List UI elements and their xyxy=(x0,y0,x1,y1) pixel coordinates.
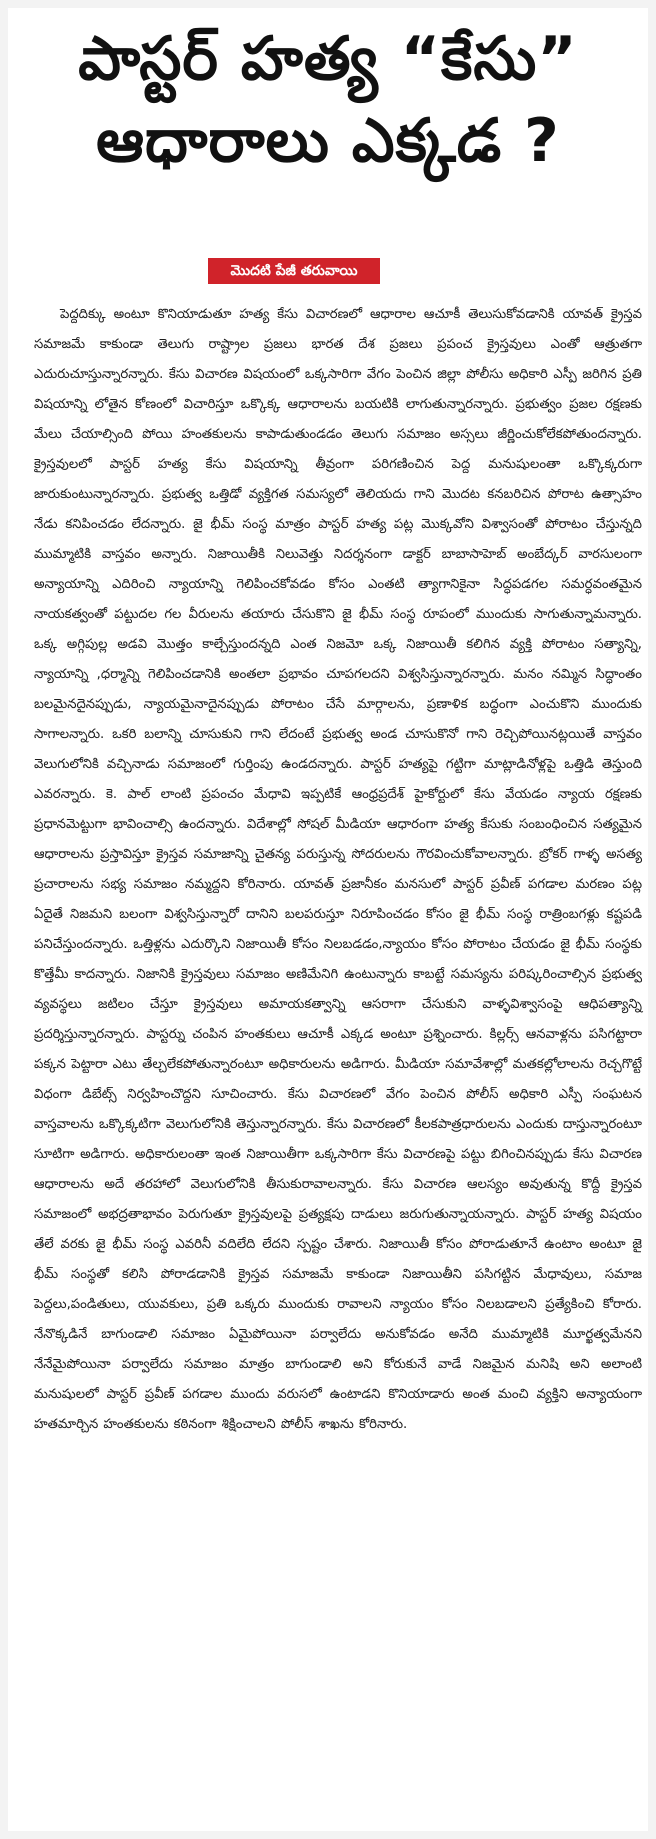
headline-line-1: పాస్టర్ హత్య “కేసు” xyxy=(78,24,578,94)
headline xyxy=(8,18,648,182)
newspaper-clipping xyxy=(8,8,648,1831)
continued-from-front-page-tag: మొదటి పేజీ తరువాయి xyxy=(208,258,380,284)
headline-line-2: ఆధారాలు ఎక్కడ ? xyxy=(96,106,560,176)
article-body: పెద్దదిక్కు అంటూ కొనియాడుతూ హత్య కేసు విచారణలో ఆధారాల ఆచూకీ తెలుసుకోవడానికి యావత్ క్రైస్తవ సమాజమే కాకుండా తెలుగు రాష్ట్రాల ప్రజలు భారత దేశ ప్రజలు ప్రపంచ క్రైస్తవులు ఎంతో ఆత్రుతగా ఎదురుచూస్తున్నారన్నారు. కేసు విచారణ విషయంలో ఒక్కసారిగా వేగం పెంచిన జిల్లా పోలీసు అధికారి ఎస్పీ జరిగిన ప్రతి విషయాన్ని లోతైన కోణంలో విచారిస్తూ ఒక్కొక్క ఆధారాలను బయటికి లాగుతున్నారన్నారు. ప్రభుత్వం ప్రజల రక్షణకు మేలు చేయాల్సింది పోయి హంతకులను కాపాడుతుండడం తెలుగు సమాజం అస్సలు జీర్ణించుకోలేకపోతుందన్నారు. క్రైస్తవులలో పాస్టర్ హత్య కేసు విషయాన్ని తీవ్రంగా పరిగణించిన పెద్ద మనుషులంతా ఒక్కొక్కరుగా జారుకుంటున్నారన్నారు. ప్రభుత్వ ఒత్తిడో వ్యక్తిగత సమస్యలో తెలియదు గాని మొదట కనబరిచిన పోరాట ఉత్సాహం నేడు కనిపించడం లేదన్నారు. జై భీమ్ సంస్థ మాత్రం పాస్టర్ హత్య పట్ల మొక్కవోని విశ్వాసంతో పోరాటం చేస్తున్నది ముమ్మాటికి వాస్తవం అన్నారు. నిజాయితీకి నిలువెత్తు నిదర్శనంగా డాక్టర్ బాబాసాహెబ్ అంబేద్కర్ వారసులంగా అన్యాయాన్ని ఎదిరించి న్యాయాన్ని గెలిపించకోవడం కోసం ఎంతటి త్యాగానికైనా సిద్ధపడగల సమర్ధవంతమైన నాయకత్వంతో పట్టుదల గల వీరులను తయారు చేసుకొని జై భీమ్ సంస్థ రూపంలో ముందుకు సాగుతున్నామన్నారు. ఒక్క అగ్గిపుల్ల అడవి మొత్తం కాల్చేస్తుందన్నది ఎంత నిజమో ఒక్క నిజాయితీ కలిగిన వ్యక్తి పోరాటం సత్యాన్ని, న్యాయాన్ని ,ధర్మాన్ని గెలిపించడానికి అంతలా ప్రభావం చూపగలదని విశ్వసిస్తున్నారన్నారు. మనం నమ్మిన సిద్ధాంతం బలమైనదైనప్పుడు, న్యాయమైనాదైనప్పుడు పోరాటం చేసే మార్గాలను, ప్రణాళిక బద్ధంగా ఎంచుకొని ముందుకు సాగాలన్నారు. ఒకరి బలాన్ని చూసుకుని గాని లేదంటే ప్రభుత్వ అండ చూసుకొనో గాని రెచ్చిపోయినట్లయితే వాస్తవం వెలుగులోనికి వచ్చినాడు సమాజంలో గుర్తింపు ఉండదన్నారు. పాస్టర్ హత్యపై గట్టిగా మాట్లాడినోళ్లపై ఒత్తిడి తెస్తుంది ఎవరన్నారు. కె. పాల్ లాంటి ప్రపంచం మేధావి ఇప్పటికే ఆంధ్రప్రదేశ్ హైకోర్టులో కేసు వేయడం న్యాయ రక్షణకు ప్రధానమెట్టుగా భావించాల్సి ఉందన్నారు. విదేశాల్లో సోషల్ మీడియా ఆధారంగా హత్య కేసుకు సంబంధించిన సత్యమైన ఆధారాలను ప్రస్తావిస్తూ క్రైస్తవ సమాజాన్ని చైతన్య పరుస్తున్న సోదరులను గౌరవించుకోవాలన్నారు. బ్రోకర్ గాళ్ళ అసత్య ప్రచారాలను సభ్య సమాజం నమ్మద్దని కోరినారు. యావత్ ప్రజానీకం మనసులో పాస్టర్ ప్రవీణ్ పగడాల మరణం పట్ల ఏదైతే నిజమని బలంగా విశ్వసిస్తున్నారో దానిని బలపరుస్తూ నిరూపించడం కోసం జై భీమ్ సంస్థ రాత్రింబగళ్లు కష్టపడి పనిచేస్తుందన్నారు. ఒత్తిళ్లను ఎదుర్కొని నిజాయితీ కోసం నిలబడడం,న్యాయం కోసం పోరాటం చేయడం జై భీమ్ సంస్థకు కొత్తేమీ కాదన్నారు. నిజానికి క్రైస్తవులు సమాజం అణిమేనిగి ఉంటున్నారు కాబట్టే సమస్యను పరిష్కరించాల్సిన ప్రభుత్వ వ్యవస్థలు జటిలం చేస్తూ క్రైస్తవులు అమాయకత్వాన్ని ఆసరాగా చేసుకుని వాళ్ళవిశ్వాసంపై ఆధిపత్యాన్ని ప్రదర్శిస్తున్నారన్నారు. పాస్టర్ను చంపిన హంతకులు ఆచూకీ ఎక్కడ అంటూ ప్రశ్నించారు. కిల్లర్స్ ఆనవాళ్లను పసిగట్టారా పక్కన పెట్టారా ఎటు తేల్చలేకపోతున్నారంటూ అధికారులను అడిగారు. మీడియా సమావేశాల్లో మతకల్లోలాలను రెచ్చగొట్టే విధంగా డిబేట్స్ నిర్వహించొద్దని సూచించారు. కేసు విచారణలో వేగం పెంచిన పోలీస్ అధికారి ఎస్పీ సంఘటన వాస్తవాలను ఒక్కొక్కటిగా వెలుగులోనికి తెస్తున్నారన్నారు. కేసు విచారణలో కీలకపాత్రధారులను ఎందుకు దాస్తున్నారంటూ సూటిగా అడిగారు. అధికారులంతా ఇంత నిజాయితీగా ఒక్కసారిగా కేసు విచారణపై పట్టు బిగించినప్పుడు కేసు విచారణ ఆధారాలను అదే తరహాలో వెలుగులోనికి తీసుకురావాలన్నారు. కేసు విచారణ ఆలస్యం అవుతున్న కొద్దీ క్రైస్తవ సమాజంలో అభద్రతాభావం పెరుగుతూ క్రైస్తవులపై ప్రత్యక్షపు దాడులు జరుగుతున్నాయన్నారు. పాస్టర్ హత్య విషయం తేలే వరకు జై భీమ్ సంస్థ ఎవరినీ వదిలేది లేదని స్పష్టం చేశారు. నిజాయితీ కోసం పోరాడుతూనే ఉంటాం అంటూ జై భీమ్ సంస్థతో కలిసి పోరాడడానికి క్రైస్తవ సమాజమే కాకుండా నిజాయితీని పసిగట్టిన మేధావులు, సమాజ పెద్దలు,పండితులు, యువకులు, ప్రతి ఒక్కరు ముందుకు రావాలని న్యాయం కోసం నిలబడాలని ప్రత్యేకించి కోరారు. నేనొక్కడినే బాగుండాలి సమాజం ఏమైపోయినా పర్వాలేదు అనుకోవడం అనేది ముమ్మాటికి మూర్ఖత్వమేనని నేనేమైపోయినా పర్వాలేదు సమాజం మాత్రం బాగుండాలి అని కోరుకునే వాడే నిజమైన మనిషి అని అలాంటి మనుషులలో పాస్టర్ ప్రవీణ్ పగడాల ముందు వరుసలో ఉంటాడని కొనియాడారు అంత మంచి వ్యక్తిని అన్యాయంగా హతమార్చిన హంతకులను కఠినంగా శిక్షించాలని పోలీస్ శాఖను కోరినారు. xyxy=(34,307,642,1432)
